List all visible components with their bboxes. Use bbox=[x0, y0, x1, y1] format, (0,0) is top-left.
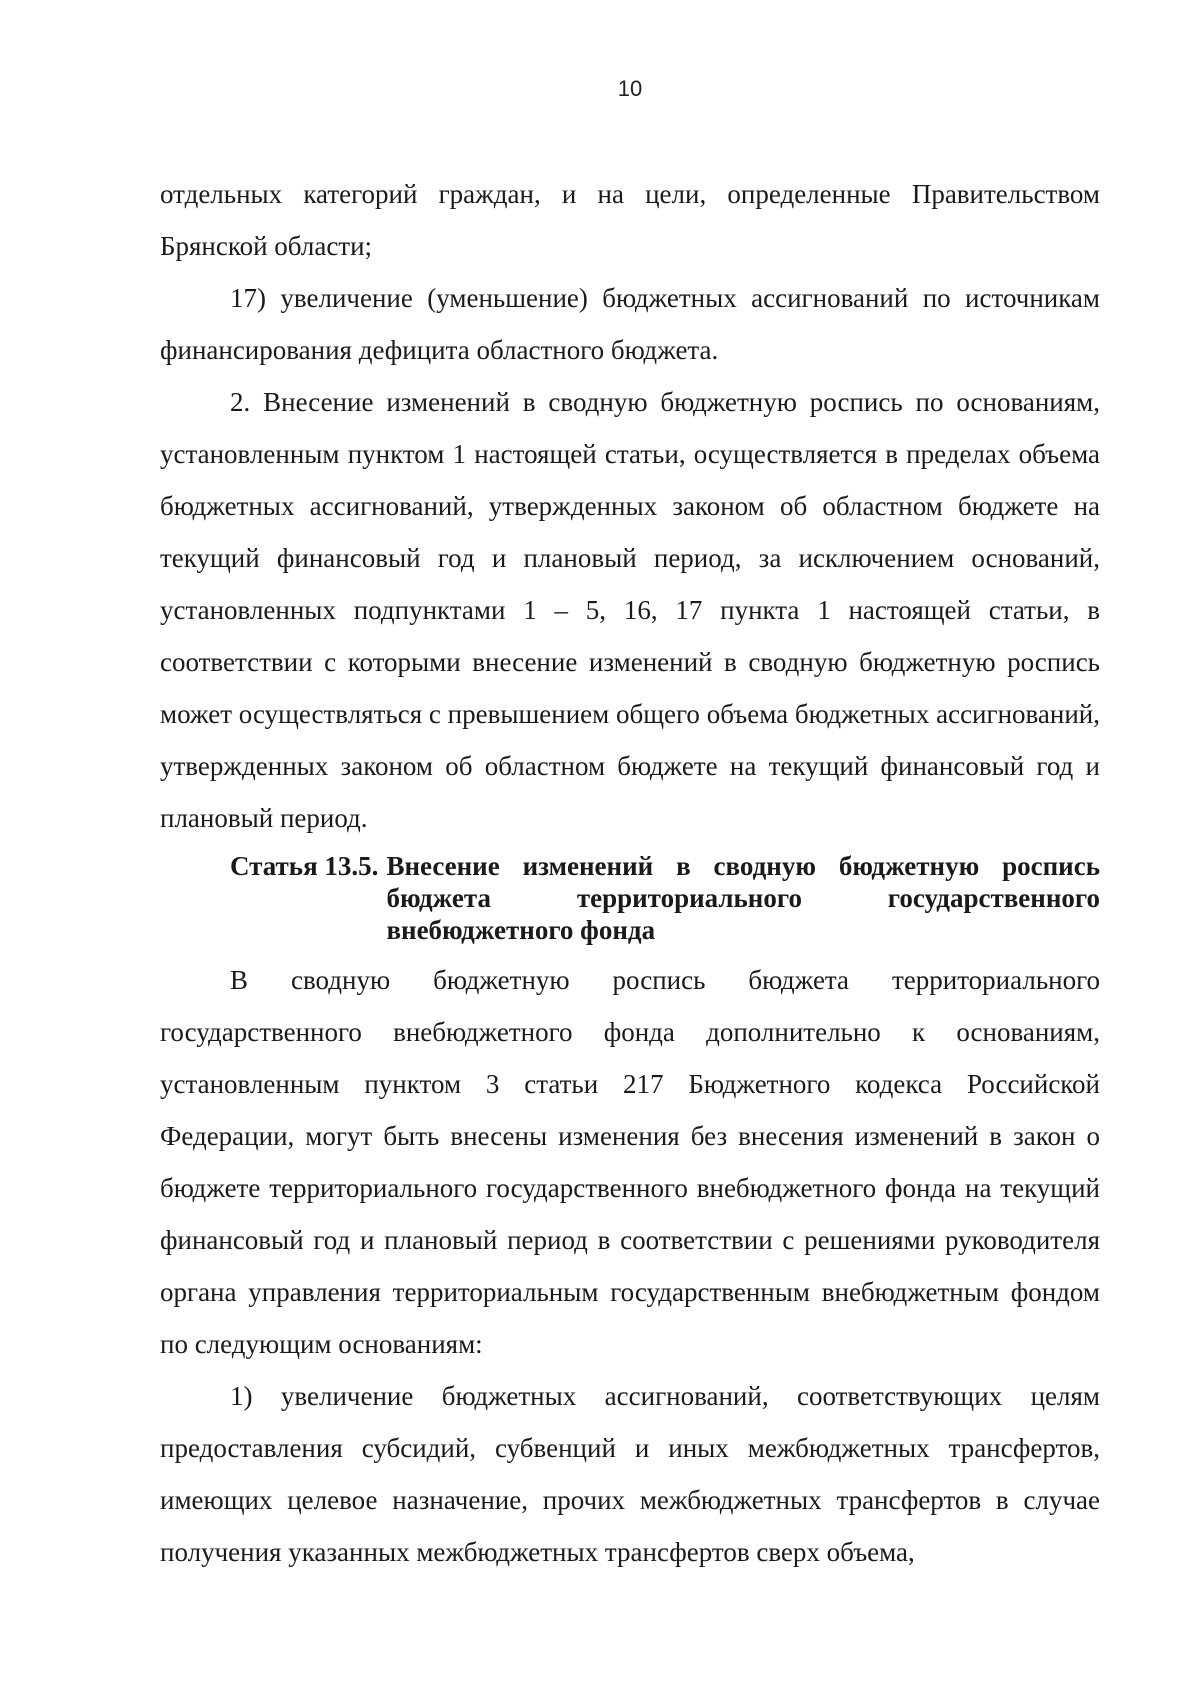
document-body bbox=[160, 168, 1100, 1578]
page-number: 10 bbox=[617, 76, 643, 101]
paragraph-item-17: 17) увеличение (уменьшение) бюджетных ассигнований по источникам финансирования дефицита областного бюджета. bbox=[160, 283, 1100, 365]
article-number: Статья 13.5. bbox=[230, 851, 379, 881]
article-paragraph-item-1: 1) увеличение бюджетных ассигнований, соответствующих целям предоставления субсидий, субвенций и иных межбюджетных трансфертов, имеющих целевое назначение, прочих межбюджетных трансфертов в случае получения указанных межбюджетных трансфертов сверх объема, bbox=[160, 1381, 1100, 1567]
article-heading bbox=[160, 850, 1100, 946]
article-paragraph-intro: В сводную бюджетную роспись бюджета территориального государственного внебюджетного фонда дополнительно к основаниям, установленным пунктом 3 статьи 217 Бюджетного кодекса Российской Федерации, могут быть внесены изменения без внесения изменений в закон о бюджете территориального государственного внебюджетного фонда на текущий финансовый год и плановый период в соответствии с решениями руководителя органа управления территориальным государственным внебюджетным фондом по следующим основаниям: bbox=[160, 965, 1100, 1359]
paragraph-continuation: отдельных категорий граждан, и на цели, определенные Правительством Брянской области; bbox=[160, 179, 1100, 261]
paragraph-point-2: 2. Внесение изменений в сводную бюджетную роспись по основаниям, установленным пунктом 1 настоящей статьи, осуществляется в пределах объема бюджетных ассигнований, утвержденных законом об областном бюджете на текущий финансовый год и плановый период, за исключением оснований, установленных подпунктами 1 – 5, 16, 17 пункта 1 настоящей статьи, в соответствии с которыми внесение изменений в сводную бюджетную роспись может осуществляться с превышением общего объема бюджетных ассигнований, утвержденных законом об областном бюджете на текущий финансовый год и плановый период. bbox=[160, 387, 1100, 833]
article-title: Внесение изменений в сводную бюджетную роспись бюджета территориального государственного внебюджетного фонда bbox=[386, 851, 1100, 945]
